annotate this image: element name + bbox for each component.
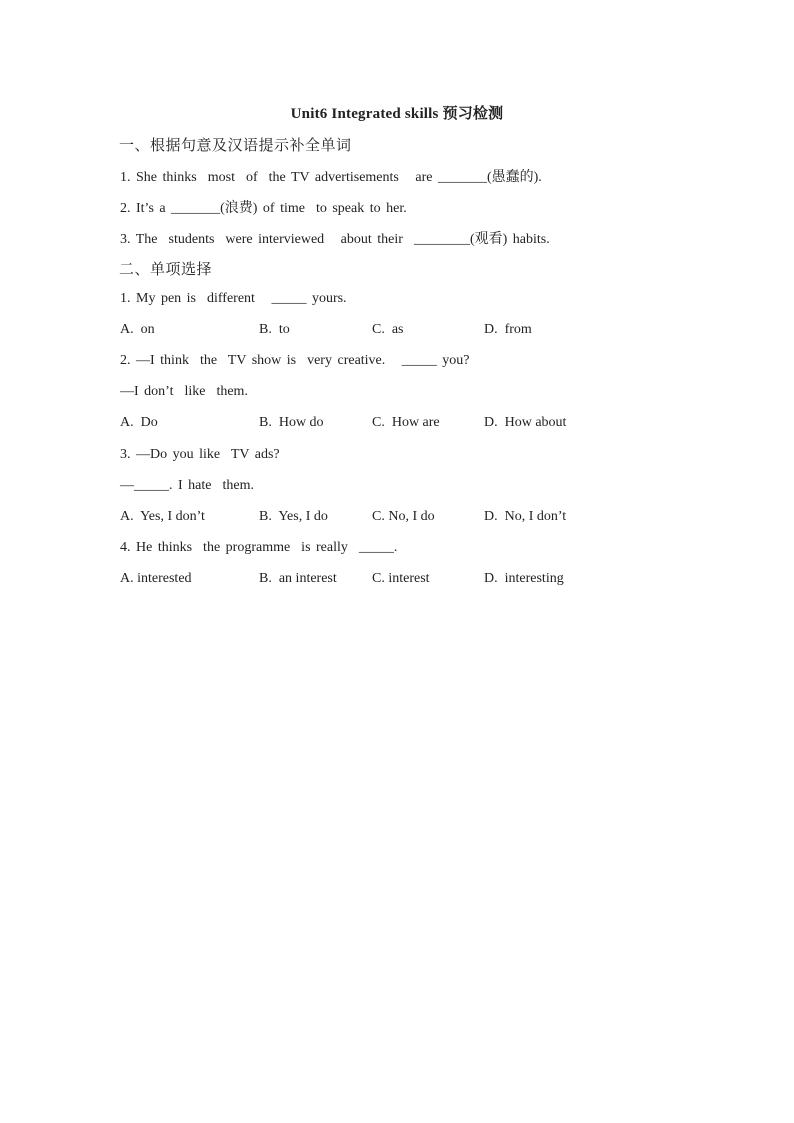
section1-heading: 一、根据句意及汉语提示补全单词 [119, 136, 352, 154]
question-4-stem: 4. He thinks the programme is really _____. [120, 540, 398, 555]
question-1-option-b: B. to [259, 322, 290, 337]
question-2-stem: 2. —I think the TV show is very creative. _____ you? [120, 353, 470, 368]
question-2-option-d: D. How about [484, 415, 567, 430]
question-2-option-c: C. How are [372, 415, 440, 430]
question-4-option-c: C. interest [372, 571, 430, 586]
question-4-option-b: B. an interest [259, 571, 337, 586]
fill-in-item-2: 2. It’s a _______(浪费) of time to speak to her. [120, 201, 407, 216]
section2-heading: 二、单项选择 [119, 260, 213, 278]
question-1-option-a: A. on [120, 322, 155, 337]
question-2-response: —I don’t like them. [120, 384, 248, 399]
question-3-option-c: C. No, I do [372, 509, 435, 524]
question-2-option-b: B. How do [259, 415, 324, 430]
question-3-stem: 3. —Do you like TV ads? [120, 447, 280, 462]
question-4-option-a: A. interested [120, 571, 192, 586]
question-1-stem: 1. My pen is different _____ yours. [120, 291, 347, 306]
question-3-option-d: D. No, I don’t [484, 509, 567, 524]
question-3-response: —_____. I hate them. [120, 478, 254, 493]
question-2-option-a: A. Do [120, 415, 158, 430]
fill-in-item-3: 3. The students were interviewed about their ________(观看) habits. [120, 232, 550, 247]
fill-in-item-1: 1. She thinks most of the TV advertisements are _______(愚蠢的). [120, 170, 542, 185]
question-4-option-d: D. interesting [484, 571, 564, 586]
question-3-option-a: A. Yes, I don’t [120, 509, 205, 524]
question-3-option-b: B. Yes, I do [259, 509, 328, 524]
question-1-option-d: D. from [484, 322, 532, 337]
question-1-option-c: C. as [372, 322, 404, 337]
page-title: Unit6 Integrated skills 预习检测 [290, 106, 504, 122]
